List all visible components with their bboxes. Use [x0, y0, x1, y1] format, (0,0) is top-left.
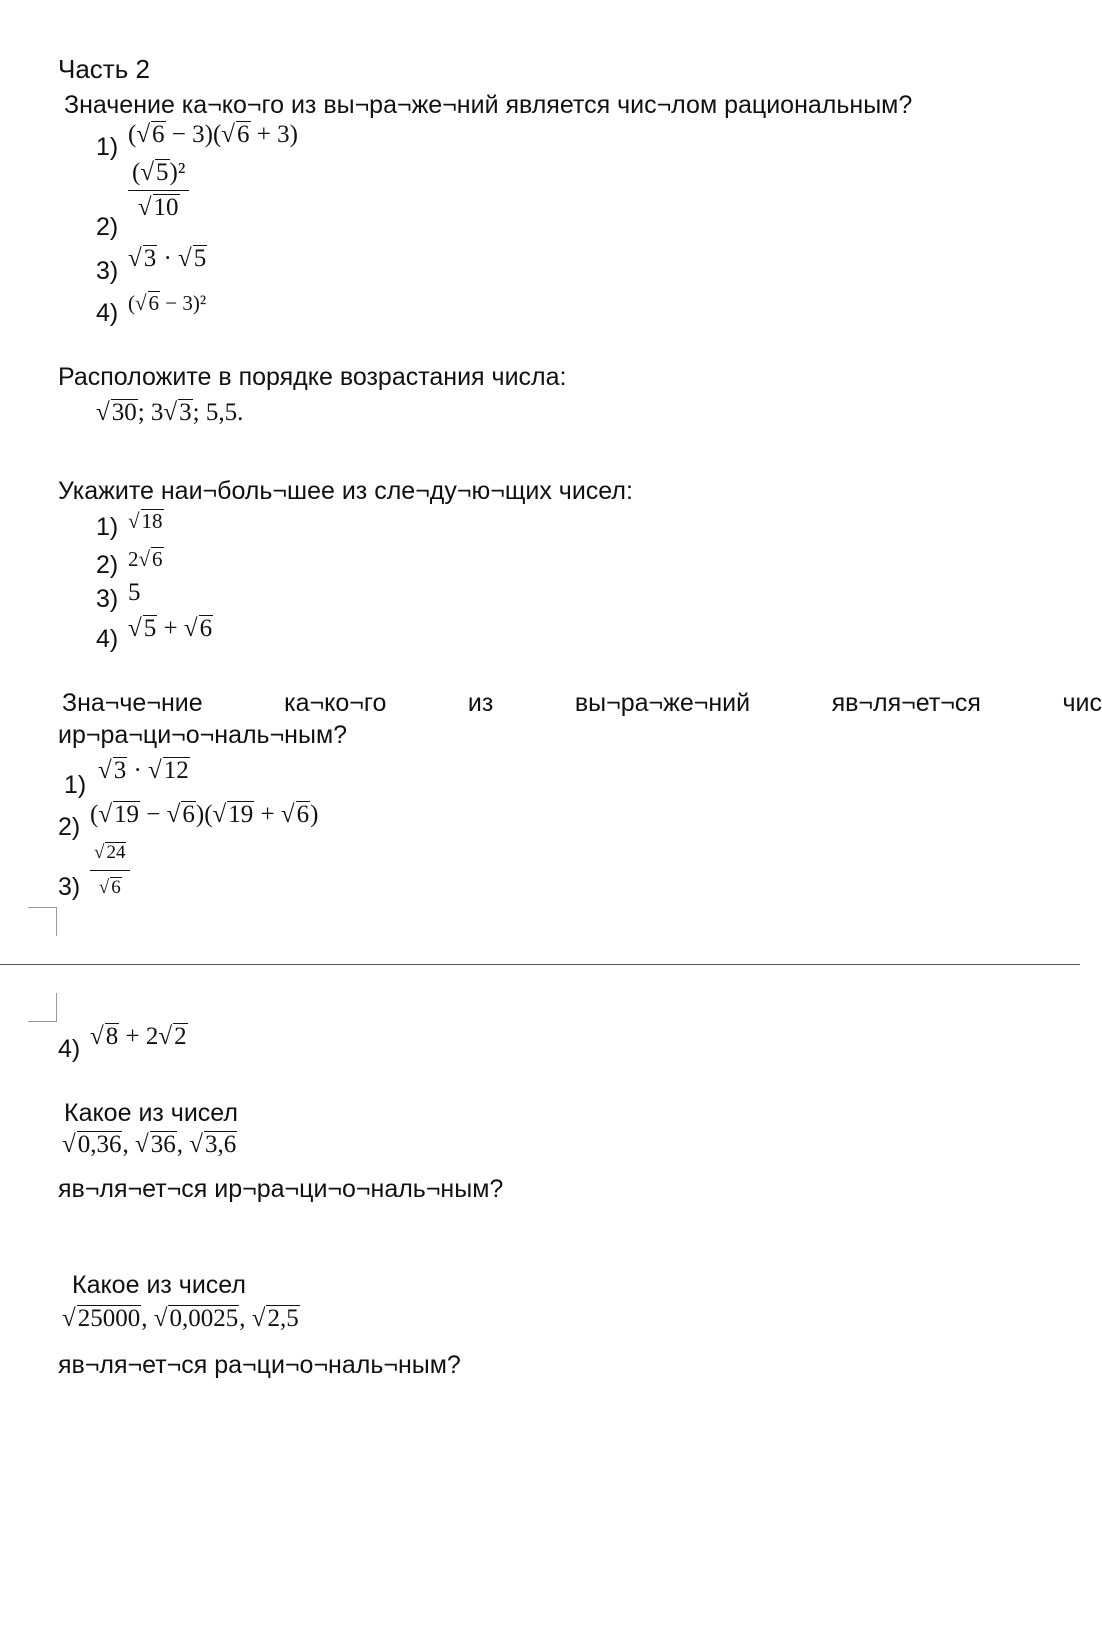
part-heading: Часть 2 — [58, 54, 150, 84]
q6-numbers-formula: √25000, √0,0025, √2,5 — [62, 1305, 299, 1332]
q4-word: Зна¬че¬ние — [62, 689, 203, 717]
question-6-tail: яв¬ля¬ет¬ся ра¬ци¬о¬наль¬ным? — [58, 1351, 461, 1379]
question-2-text: Расположите в порядке возрастания числа: — [58, 363, 567, 391]
q4-word: яв¬ля¬ет¬ся — [831, 689, 981, 717]
q5-numbers-formula: √0,36, √36, √3,6 — [62, 1131, 237, 1158]
page-corner-mark — [28, 993, 57, 1022]
q1-option-4-label: 4) — [96, 299, 119, 327]
q1-option-1-label: 1) — [96, 133, 119, 161]
q3-option-2-label: 2) — [96, 551, 119, 579]
q1-option-1-formula: (√6 − 3)(√6 + 3) — [128, 121, 298, 148]
q4-option-1-label: 1) — [64, 771, 87, 799]
question-3-text: Укажите наи¬боль¬шее из сле¬ду¬ю¬щих чисел: — [58, 477, 633, 505]
question-1-text: Значение ка¬ко¬го из вы¬ра¬же¬ний является чис¬лом рациональным? — [64, 91, 913, 119]
q4-option-2-formula: (√19 − √6)(√19 + √6) — [90, 801, 319, 828]
q4-word: вы¬ра¬же¬ний — [574, 689, 751, 717]
q3-option-3-label: 3) — [96, 585, 119, 613]
q3-option-1-formula: √18 — [128, 509, 163, 533]
q4-word: чис — [1062, 689, 1102, 717]
q1-option-3-formula: √3 · √5 — [128, 245, 207, 272]
q4-option-4-formula: √8 + 2√2 — [90, 1023, 187, 1050]
q4-word: из — [467, 689, 494, 717]
q4-option-2-label: 2) — [58, 813, 81, 841]
q4-option-3-formula: $\frac{√ 24}{√ 6}$ — [90, 838, 130, 903]
q2-numbers-formula: √30; 3√3; 5,5. — [96, 399, 244, 426]
q3-option-3-formula: 5 — [128, 579, 141, 606]
page-divider — [0, 964, 1080, 965]
question-5-tail: яв¬ля¬ет¬ся ир¬ра¬ци¬о¬наль¬ным? — [58, 1175, 504, 1203]
q4-word: ка¬ко¬го — [284, 689, 387, 717]
q1-option-2-label: 2) — [96, 213, 119, 241]
question-4-line-2: ир¬ра¬ци¬о¬наль¬ным? — [58, 721, 348, 749]
page-corner-mark — [28, 907, 57, 936]
q4-option-1-formula: √3 · √12 — [98, 757, 189, 784]
q4-option-4-label: 4) — [58, 1035, 81, 1063]
q3-option-2-formula: 2√6 — [128, 547, 163, 571]
q1-option-4-formula: (√6 − 3)² — [128, 291, 207, 315]
q3-option-1-label: 1) — [96, 513, 119, 541]
q4-option-3-label: 3) — [58, 873, 81, 901]
question-6-intro: Какое из чисел — [72, 1271, 246, 1299]
q1-option-3-label: 3) — [96, 257, 119, 285]
question-5-intro: Какое из чисел — [64, 1099, 238, 1127]
question-4-line-1 — [62, 688, 1102, 718]
q3-option-4-formula: √5 + √6 — [128, 615, 213, 642]
q3-option-4-label: 4) — [96, 625, 119, 653]
q1-option-2-formula: $\frac{\text{(√5)²}}{√10}$ — [128, 158, 189, 223]
